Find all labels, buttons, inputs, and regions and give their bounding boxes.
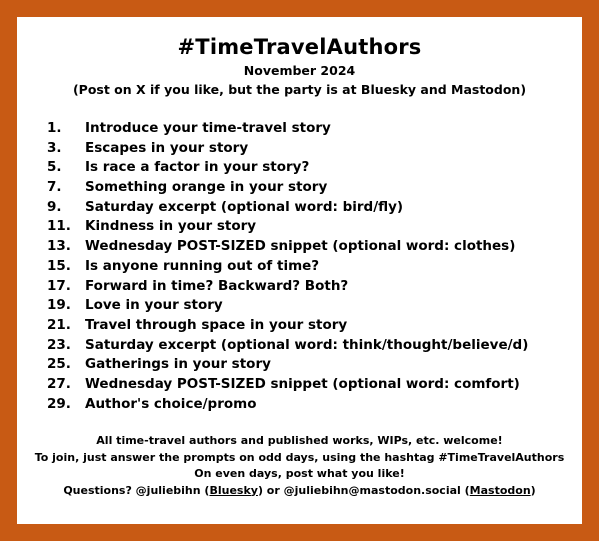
questions-suffix: ) (530, 483, 536, 497)
footer-questions (17, 483, 582, 500)
prompt-day: 15. (47, 257, 71, 274)
prompt-item (47, 376, 528, 396)
prompt-item (47, 278, 528, 298)
prompt-text: Wednesday POST-SIZED snippet (optional word: clothes) (85, 238, 516, 255)
prompt-text: Kindness in your story (85, 218, 257, 235)
prompt-card (17, 17, 582, 524)
mastodon-link[interactable]: Mastodon (469, 483, 531, 497)
prompt-day: 9. (47, 198, 62, 215)
prompt-item (47, 120, 528, 140)
month-subtitle: November 2024 (243, 63, 356, 78)
prompt-text: Author's choice/promo (85, 395, 257, 412)
footer-welcome: All time-travel authors and published works, WIPs, etc. welcome! (96, 434, 503, 447)
prompt-list (47, 120, 528, 415)
prompt-day: 5. (47, 159, 62, 176)
prompt-text: Gatherings in your story (85, 356, 271, 373)
prompt-item (47, 356, 528, 376)
prompt-item (47, 140, 528, 160)
platform-note: (Post on X if you like, but the party is at Bluesky and Mastodon) (72, 82, 527, 97)
prompt-day: 27. (47, 375, 71, 392)
questions-middle: ) or @juliebihn@mastodon.social ( (257, 483, 470, 497)
prompt-day: 3. (47, 139, 62, 156)
prompt-item (47, 199, 528, 219)
page-title: #TimeTravelAuthors (177, 35, 422, 59)
prompt-item (47, 297, 528, 317)
footer-even-days: On even days, post what you like! (194, 467, 405, 480)
prompt-day: 29. (47, 395, 71, 412)
prompt-text: Something orange in your story (85, 179, 328, 196)
prompt-text: Is race a factor in your story? (85, 159, 310, 176)
prompt-text: Forward in time? Backward? Both? (85, 277, 349, 294)
prompt-day: 17. (47, 277, 71, 294)
prompt-text: Escapes in your story (85, 139, 249, 156)
prompt-day: 1. (47, 120, 62, 136)
prompt-text: Travel through space in your story (85, 316, 348, 333)
prompt-item (47, 238, 528, 258)
prompt-day: 19. (47, 297, 71, 314)
prompt-item (47, 218, 528, 238)
bluesky-link[interactable]: Bluesky (209, 483, 258, 497)
prompt-text: Is anyone running out of time? (85, 257, 320, 274)
prompt-text: Introduce your time-travel story (85, 120, 331, 136)
prompt-item (47, 159, 528, 179)
prompt-item (47, 179, 528, 199)
prompt-item (47, 337, 528, 357)
prompt-day: 11. (47, 218, 71, 235)
footer (17, 433, 582, 499)
prompt-text: Wednesday POST-SIZED snippet (optional word: comfort) (85, 375, 520, 392)
prompt-day: 7. (47, 179, 62, 196)
prompt-day: 23. (47, 336, 71, 353)
prompt-text: Saturday excerpt (optional word: think/thought/believe/d) (85, 336, 529, 353)
prompt-item (47, 396, 528, 416)
prompt-day: 25. (47, 356, 71, 373)
prompt-item (47, 317, 528, 337)
footer-join-instructions: To join, just answer the prompts on odd days, using the hashtag #TimeTravelAuthors (34, 450, 565, 464)
prompt-text: Love in your story (85, 297, 223, 314)
prompt-item (47, 258, 528, 278)
prompt-day: 13. (47, 238, 71, 255)
prompt-text: Saturday excerpt (optional word: bird/fly) (85, 198, 404, 215)
questions-prefix: Questions? @juliebihn ( (63, 483, 210, 497)
prompt-day: 21. (47, 316, 71, 333)
